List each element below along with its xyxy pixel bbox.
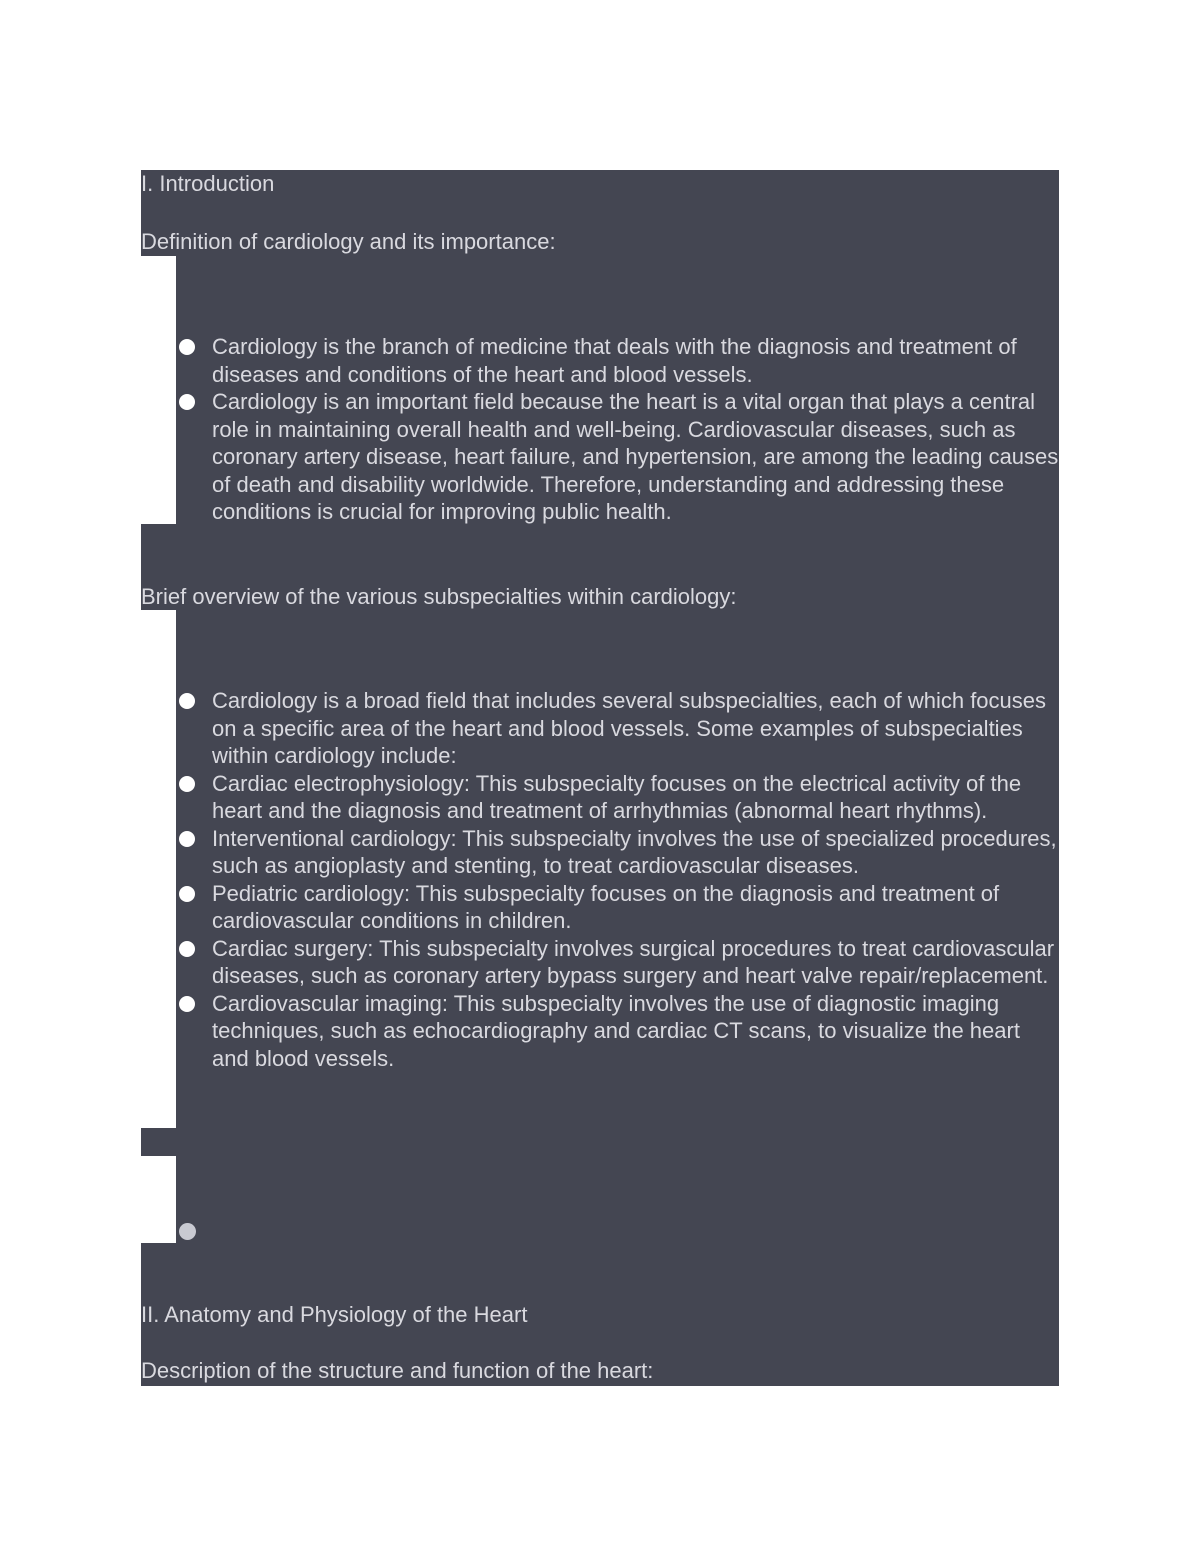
- list-item: [176, 990, 1059, 1073]
- overview-heading: Brief overview of the various subspecialties within cardiology:: [141, 584, 737, 609]
- section-1-heading: I. Introduction: [141, 171, 275, 196]
- bullet-icon: [179, 339, 195, 355]
- list-item-text: Cardiac electrophysiology: This subspecialty focuses on the electrical activity of the heart and the diagnosis and treatment of arrhythmias (abnormal heart rhythms).: [212, 770, 1022, 823]
- list-item-text: Cardiovascular imaging: This subspecialty involves the use of diagnostic imaging techniques, such as echocardiography and cardiac CT scans, to visualize the heart and blood vessels.: [212, 990, 1020, 1071]
- bullet-icon: [179, 886, 195, 902]
- definition-heading: Definition of cardiology and its importance:: [141, 229, 556, 254]
- list-item: [176, 770, 1059, 825]
- list-item-text: Cardiac surgery: This subspecialty involves surgical procedures to treat cardiovascular diseases, such as coronary artery bypass surgery and heart valve repair/replacement.: [212, 935, 1055, 988]
- list-item: [176, 880, 1059, 935]
- empty-bullet-icon: [179, 1223, 196, 1240]
- left-margin-notch: [141, 256, 176, 524]
- bullet-icon: [179, 996, 195, 1012]
- bullet-icon: [179, 831, 195, 847]
- bullet-icon: [179, 776, 195, 792]
- structure-heading: Description of the structure and function of the heart:: [141, 1358, 654, 1383]
- subspecialties-list: [176, 687, 1059, 1072]
- left-margin-notch: [141, 610, 176, 1128]
- bullet-icon: [179, 941, 195, 957]
- list-item: [176, 687, 1059, 770]
- definition-list: [176, 333, 1059, 526]
- list-item-text: Interventional cardiology: This subspecialty involves the use of specialized procedures, such as angioplasty and stenting, to treat cardiovascular diseases.: [212, 825, 1057, 878]
- list-item-text: Cardiology is the branch of medicine that deals with the diagnosis and treatment of diseases and conditions of the heart and blood vessels.: [212, 334, 1017, 387]
- list-item: [176, 935, 1059, 990]
- left-margin-notch: [141, 1156, 176, 1243]
- list-item-text: Pediatric cardiology: This subspecialty focuses on the diagnosis and treatment of cardiovascular conditions in children.: [212, 880, 1000, 933]
- bullet-icon: [179, 693, 195, 709]
- list-item: [176, 825, 1059, 880]
- list-item: [176, 388, 1059, 526]
- section-2-heading: II. Anatomy and Physiology of the Heart: [141, 1302, 528, 1327]
- bullet-icon: [179, 394, 195, 410]
- list-item: [176, 333, 1059, 388]
- list-item-text: Cardiology is an important field because the heart is a vital organ that plays a central role in maintaining overall health and well-being. Cardiovascular diseases, such as coronary artery disease, heart failure, and hypertension, are among the leading causes of death and disability worldwide. Therefore, understanding and addressing these conditions is crucial for improving public health.: [212, 389, 1059, 524]
- list-item-text: Cardiology is a broad field that includes several subspecialties, each of which focuses on a specific area of the heart and blood vessels. Some examples of subspecialties within cardiology include:: [212, 688, 1047, 768]
